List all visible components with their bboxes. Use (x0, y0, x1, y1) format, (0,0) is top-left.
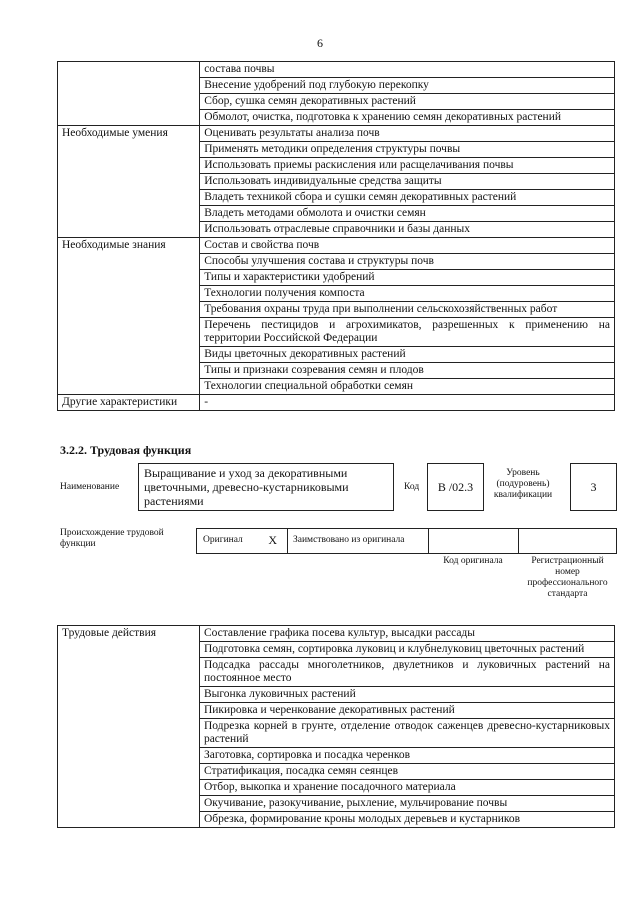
table-cell: Стратификация, посадка семян сеянцев (199, 764, 614, 780)
table-cell: Составление графика посева культур, высадки рассады (199, 626, 614, 642)
labor-actions-table (57, 625, 615, 828)
table-cell: Перечень пестицидов и агрохимикатов, разрешенных к применению на территории Российской Федерации (200, 318, 615, 347)
table-row (58, 626, 615, 642)
borrowed-label: Заимствовано из оригинала (293, 535, 405, 545)
table-cell: Типы и признаки созревания семян и плодов (200, 363, 615, 379)
original-box (196, 528, 288, 554)
table-cell: Пикировка и черенкование декоративных растений (199, 703, 614, 719)
table-cell: Заготовка, сортировка и посадка черенков (199, 748, 614, 764)
table-cell: Выгонка луковичных растений (199, 687, 614, 703)
code-box (427, 463, 484, 511)
code-label: Код (404, 482, 420, 492)
reg-number-caption: Регистрационный номер профессионального стандарта (527, 556, 608, 599)
table-cell: Внесение удобрений под глубокую перекопку (200, 78, 615, 94)
original-mark: X (268, 533, 277, 547)
table-cell: Состав и свойства почв (200, 238, 615, 254)
table-cell: Технологии специальной обработки семян (200, 379, 615, 395)
table-row (58, 62, 615, 78)
table-cell: Обмолот, очистка, подготовка к хранению семян декоративных растений (200, 110, 615, 126)
table-cell: Использовать отраслевые справочники и базы данных (200, 222, 615, 238)
name-box (138, 463, 394, 511)
level-value: 3 (590, 480, 597, 494)
borrowed-box (287, 528, 429, 554)
table-row (58, 126, 615, 142)
table-cell: Типы и характеристики удобрений (200, 270, 615, 286)
original-label: Оригинал (203, 535, 243, 545)
other-label: Другие характеристики (58, 395, 200, 411)
table-cell: Сбор, сушка семян декоративных растений (200, 94, 615, 110)
table-cell: Применять методики определения структуры почвы (200, 142, 615, 158)
page-number: 6 (317, 36, 323, 50)
table-cell: Подсадка рассады многолетников, двулетников и луковичных растений на постоянное место (199, 658, 614, 687)
table-cell: состава почвы (200, 62, 615, 78)
skills-knowledge-table (57, 61, 615, 411)
code-value: В /02.3 (437, 480, 474, 494)
knowledge-label: Необходимые знания (58, 238, 200, 395)
table-cell: Использовать приемы раскисления или расщелачивания почвы (200, 158, 615, 174)
table-cell: Технологии получения компоста (200, 286, 615, 302)
name-value: Выращивание и уход за декоративными цветочными, древесно-кустарниковыми растениями (144, 466, 349, 508)
table-row (58, 395, 615, 411)
table-cell: Оценивать результаты анализа почв (200, 126, 615, 142)
section-heading: 3.2.2. Трудовая функция (60, 443, 192, 457)
table-cell: Требования охраны труда при выполнении сельскохозяйственных работ (200, 302, 615, 318)
table-cell: Подготовка семян, сортировка луковиц и клубнелуковиц цветочных растений (199, 642, 614, 658)
table-row (58, 238, 615, 254)
origin-label: Происхождение трудовой функции (60, 528, 164, 549)
reg-number-box (518, 528, 617, 554)
other-value: - (200, 395, 615, 411)
level-label: Уровень (подуровень) квалификации (493, 468, 553, 500)
level-box (570, 463, 617, 511)
name-label: Наименование (60, 482, 120, 492)
code-original-box (428, 528, 519, 554)
skills-label: Необходимые умения (58, 126, 200, 238)
actions-label: Трудовые действия (58, 626, 200, 828)
table-cell: Способы улучшения состава и структуры почв (200, 254, 615, 270)
table-cell: Обрезка, формирование кроны молодых деревьев и кустарников (199, 812, 614, 828)
table-cell: Владеть техникой сбора и сушки семян декоративных растений (200, 190, 615, 206)
table-cell: Окучивание, разокучивание, рыхление, мульчирование почвы (199, 796, 614, 812)
empty-label-cell (58, 62, 200, 126)
table-cell: Подрезка корней в грунте, отделение отводок саженцев древесно-кустарниковых растений (199, 719, 614, 748)
table-cell: Использовать индивидуальные средства защиты (200, 174, 615, 190)
table-cell: Отбор, выкопка и хранение посадочного материала (199, 780, 614, 796)
table-cell: Виды цветочных декоративных растений (200, 347, 615, 363)
code-original-caption: Код оригинала (443, 556, 503, 566)
table-cell: Владеть методами обмолота и очистки семян (200, 206, 615, 222)
